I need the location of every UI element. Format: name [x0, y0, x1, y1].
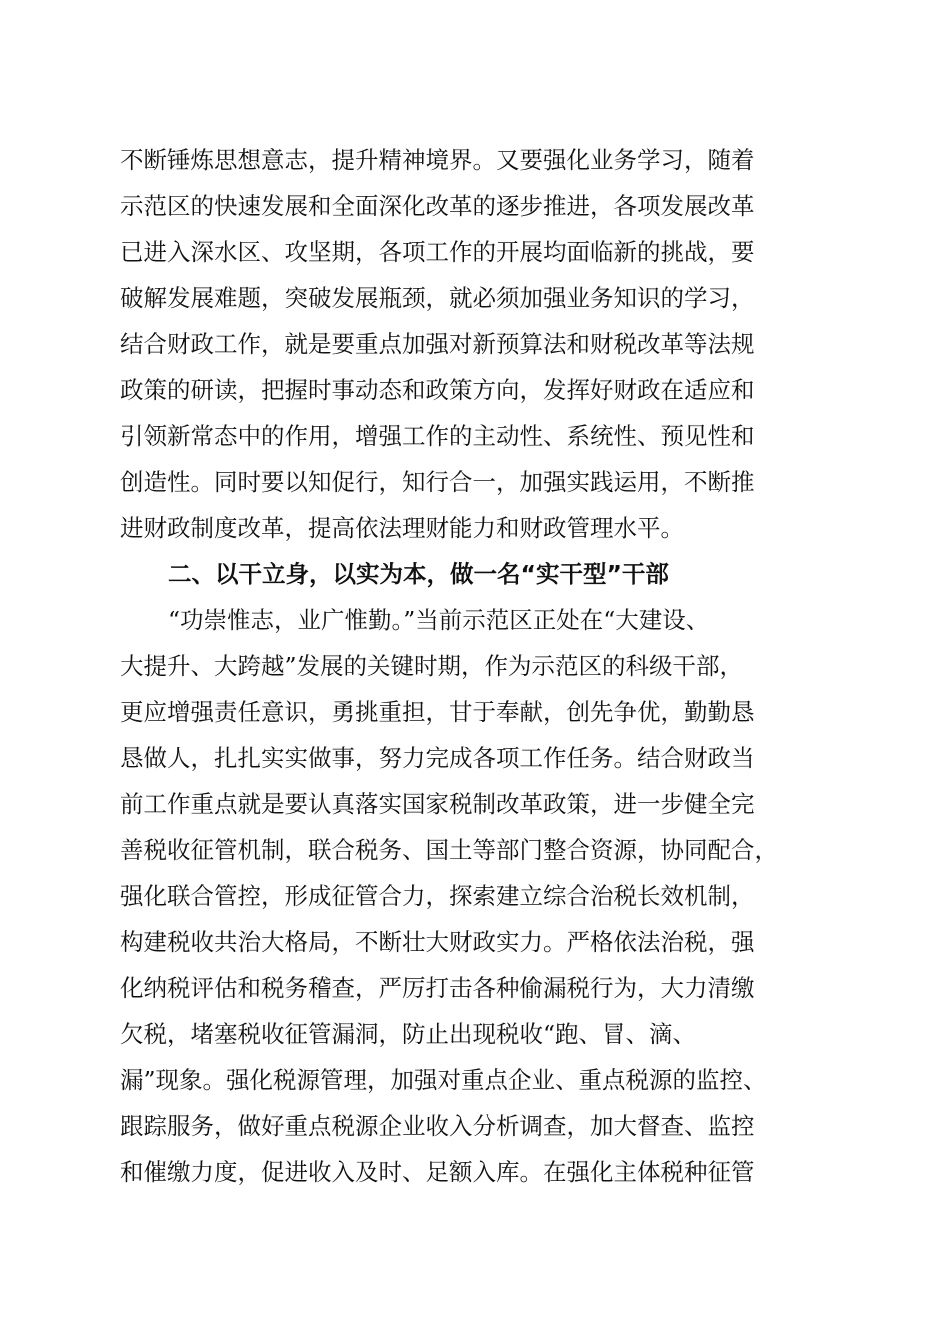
body-text-line: 构建税收共治大格局，不断壮大财政实力。严格依法治税，强 — [120, 928, 755, 956]
body-text-line: 更应增强责任意识，勇挑重担，甘于奉献，创先争优，勤勤恳 — [120, 698, 755, 726]
body-text-line: 大提升、大跨越”发展的关键时期，作为示范区的科级干部， — [120, 652, 744, 680]
section-heading: 二、以干立身，以实为本，做一名“实干型”干部 — [168, 560, 669, 588]
body-text-line: 已进入深水区、攻坚期，各项工作的开展均面临新的挑战，要 — [120, 238, 755, 266]
body-text-line: 引领新常态中的作用，增强工作的主动性、系统性、预见性和 — [120, 422, 755, 450]
body-text-line: 示范区的快速发展和全面深化改革的逐步推进，各项发展改革 — [120, 192, 755, 220]
body-text-line: 跟踪服务，做好重点税源企业收入分析调查，加大督查、监控 — [120, 1112, 755, 1140]
body-text-line: 善税收征管机制，联合税务、国土等部门整合资源，协同配合， — [120, 836, 778, 864]
body-text-line: 结合财政工作，就是要重点加强对新预算法和财税改革等法规 — [120, 330, 755, 358]
body-text-line: 强化联合管控，形成征管合力，探索建立综合治税长效机制， — [120, 882, 755, 910]
body-text-line: 恳做人，扎扎实实做事，努力完成各项工作任务。结合财政当 — [120, 744, 755, 772]
body-text-line: 创造性。同时要以知促行，知行合一，加强实践运用，不断推 — [120, 468, 755, 496]
body-text-line: 和催缴力度，促进收入及时、足额入库。在强化主体税种征管 — [120, 1158, 755, 1186]
body-text-line: 不断锤炼思想意志，提升精神境界。又要强化业务学习，随着 — [120, 146, 755, 174]
body-text-line: 破解发展难题，突破发展瓶颈，就必须加强业务知识的学习， — [120, 284, 755, 312]
body-text-line: 前工作重点就是要认真落实国家税制改革政策，进一步健全完 — [120, 790, 755, 818]
body-text-line: 漏”现象。强化税源管理，加强对重点企业、重点税源的监控、 — [120, 1066, 767, 1094]
body-text-line: 政策的研读，把握时事动态和政策方向，发挥好财政在适应和 — [120, 376, 755, 404]
body-text-line: 进财政制度改革，提高依法理财能力和财政管理水平。 — [120, 514, 684, 542]
body-text-line: “功崇惟志，业广惟勤。”当前示范区正处在“大建设、 — [168, 606, 710, 634]
body-text-line: 欠税，堵塞税收征管漏洞，防止出现税收“跑、冒、滴、 — [120, 1020, 697, 1048]
body-text-line: 化纳税评估和税务稽查，严厉打击各种偷漏税行为，大力清缴 — [120, 974, 755, 1002]
